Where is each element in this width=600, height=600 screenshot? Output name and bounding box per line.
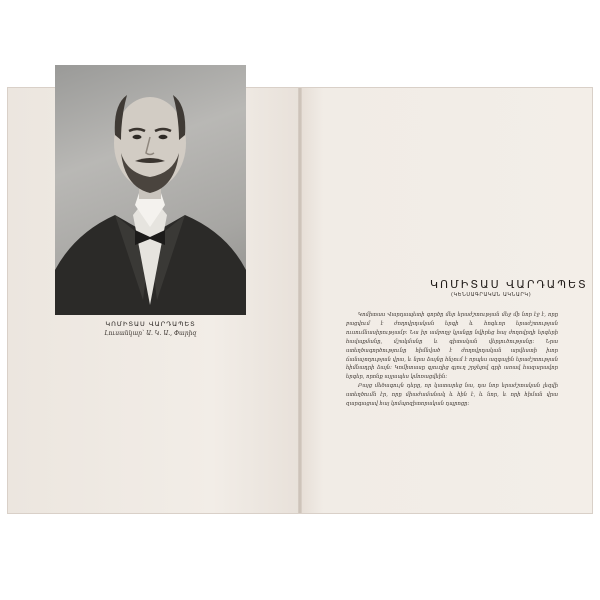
book-gutter [298,88,302,513]
chapter-subtitle: (ԿԵՆՍԱԳՐԱԿԱՆ ԱԿՆԱՐԿ) [451,292,532,298]
body-text [346,311,558,451]
portrait-caption-name: ԿՈՄԻՏԱՍ ՎԱՐԴԱՊԵՏ [105,320,196,328]
body-paragraph: Կոմիտաս Վարդապետի գործը մեր երաժշտության մեջ մի նոր էջ է, որը բացվում է ժողովրդական երգի և հոգևոր երաժշտության ուսումնասիրությամբ։ Նա իր ամբողջ կյանքը նվիրեց հայ ժողովրդի երգերի հավաքմանը, մշակմանը և գիտական վերլուծությանը։ Նրա ստեղծագործությունը հիմնված է ժողովրդական արվեստի խոր ճանաչողության վրա, և նրա ձայնը հնչում է որպես ազգային երաժշտության հիմնադրի ձայն։ Կոմիտասը գյուղից գյուղ շրջելով գրի առավ հազարավոր երգեր, որոնք այլապես կմոռացվեին։ [346,312,558,381]
portrait-caption-subtitle: Լուսանկար՝ Ա. Կ. Ա., Փարիզ [104,330,197,337]
body-paragraph: Բայց մեծագույն դերը, որ կատարեց նա, դա նոր երաժշտական լեզվի ստեղծումն էր, որը միաժամանակ և հին է, և նոր, և որի հիման վրա զարգացավ հայ կոմպոզիտորական դպրոցը։ [346,383,558,408]
chapter-title: ԿՈՄԻՏԱՍ ՎԱՐԴԱՊԵՏ [430,278,588,291]
portrait-photo [55,65,246,315]
